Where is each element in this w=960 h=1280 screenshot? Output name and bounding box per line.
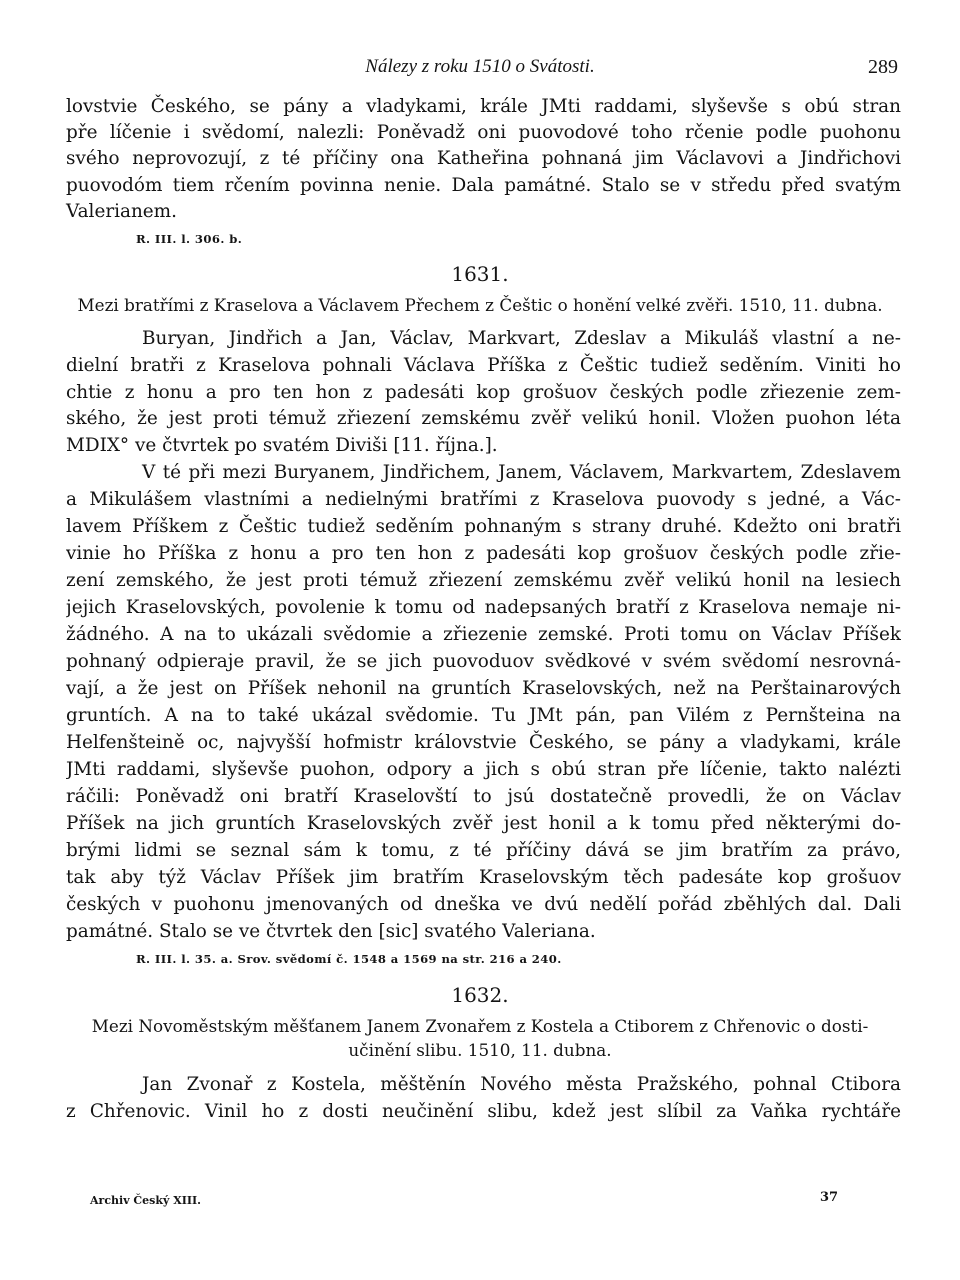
- entry-caption: Mezi bratřími z Kraselova a Václavem Přechem z Češtic o honění velké zvěři. 1510, 11. dubna.: [77, 295, 883, 315]
- text-line: V té při mezi Buryanem, Jindřichem, Janem, Václavem, Markvartem, Zdeslavem: [142, 462, 901, 483]
- text-line: Příšek na jich gruntích Kraselovských zvěř jest honil a k tomu před některými do-: [66, 813, 901, 834]
- text-line: Helfenšteině oc, najvyšší hofmistr královstvie Českého, se pány a vladykami, krále: [66, 732, 901, 753]
- text-line: brými lidmi se seznal sám k tomu, z té příčiny dává se jim bratřím za právo,: [66, 840, 901, 861]
- text-line: pře líčenie i svědomí, nalezli: Poněvadž oni puovodové toho rčenie podle puohonu: [66, 122, 901, 143]
- source-citation: R. III. l. 306. b.: [136, 232, 243, 246]
- text-line: českých v puohonu jmenovaných od dneška ve dvú nedělí pořád zběhlých dal. Dali: [66, 894, 901, 915]
- entry-caption: učinění slibu. 1510, 11. dubna.: [348, 1040, 612, 1060]
- text-line: zení zemského, že jest proti témuž zřiezení zemskému zvěř velikú honil na lesiech: [66, 570, 901, 591]
- text-line: lovstvie Českého, se pány a vladykami, krále JMti raddami, slyševše s obú stran: [66, 96, 901, 117]
- text-line: svého neprovozují, z té příčiny ona Katheřina pohnaná jim Václavovi a Jindřichovi: [66, 148, 901, 169]
- text-line: Valerianem.: [66, 201, 177, 222]
- entry-number: 1632.: [451, 983, 509, 1007]
- entry-caption: Mezi Novoměstským měšťanem Janem Zvonařem z Kostela a Ctiborem z Chřenovic o dosti-: [91, 1016, 869, 1036]
- text-line: a Mikulášem vlastními a nedielnými bratřími z Kraselova puovody s jedné, a Vác-: [66, 489, 901, 510]
- text-line: jejich Kraselovských, povolenie k tomu od nadepsaných bratří z Kraselova nemaje ni-: [66, 597, 901, 618]
- text-line: tak aby týž Václav Příšek jim bratřím Kraselovským těch padesáte kop grošuov: [66, 867, 901, 888]
- text-line: památné. Stalo se ve čtvrtek den [sic] svatého Valeriana.: [66, 921, 596, 942]
- text-line: vají, a že jest on Příšek nehonil na gruntích Kraselovských, než na Perštainarových: [66, 678, 901, 699]
- source-citation: R. III. l. 35. a. Srov. svědomí č. 1548 a 1569 na str. 216 a 240.: [136, 952, 562, 966]
- footer-publication: Archiv Český XIII.: [90, 1194, 202, 1207]
- text-line: Buryan, Jindřich a Jan, Václav, Markvart, Zdeslav a Mikuláš vlastní a ne-: [142, 328, 901, 349]
- text-line: žádného. A na to ukázali svědomie a zřiezenie zemské. Proti tomu on Václav Příšek: [66, 624, 901, 645]
- text-line: ského, že jest proti témuž zřiezení zemskému zvěř velikú honil. Vložen puohon léta: [66, 408, 901, 429]
- text-line: JMti raddami, slyševše puohon, odpory a jich s obú stran pře líčenie, takto nalézti: [66, 759, 901, 780]
- running-header-title: Nálezy z roku 1510 o Svátosti.: [365, 56, 595, 77]
- text-line: dielní bratři z Kraselova pohnali Václava Příška z Češtic tudiež seděním. Viniti ho: [66, 355, 901, 376]
- text-line: puovodóm tiem rčením povinna nenie. Dala památné. Stalo se v středu před svatým: [66, 175, 901, 196]
- text-line: MDIX° ve čtvrtek po svatém Diviši [11. října.].: [66, 435, 498, 456]
- text-line: vinie ho Příška z honu a pro ten hon z padesáti kop grošuov českých podle zřie-: [66, 543, 901, 564]
- text-line: Jan Zvonař z Kostela, měštěnín Nového města Pražského, pohnal Ctibora: [142, 1074, 901, 1095]
- text-line: chtie z honu a pro ten hon z padesáti kop grošuov českých podle zřiezenie zem-: [66, 382, 901, 403]
- text-line: lavem Příškem z Češtic tudiež seděním pohnaným s strany druhé. Kdežto oni bratři: [66, 516, 901, 537]
- text-line: gruntích. A na to také ukázal svědomie. Tu JMt pán, pan Vilém z Pernšteina na: [66, 705, 901, 726]
- entry-number: 1631.: [451, 262, 509, 286]
- page-number: 289: [868, 56, 898, 78]
- text-line: z Chřenovic. Vinil ho z dosti neučinění slibu, kdež jest slíbil za Vaňka rychtáře: [66, 1101, 901, 1122]
- text-line: pohnaný odpieraje pravil, že se jich puovoduov svědkové v svém svědomí nesrovná-: [66, 651, 901, 672]
- signature-mark: 37: [820, 1190, 839, 1205]
- text-line: ráčili: Poněvadž oni bratří Kraselovští to jsú dostatečně provedli, že on Václav: [66, 786, 901, 807]
